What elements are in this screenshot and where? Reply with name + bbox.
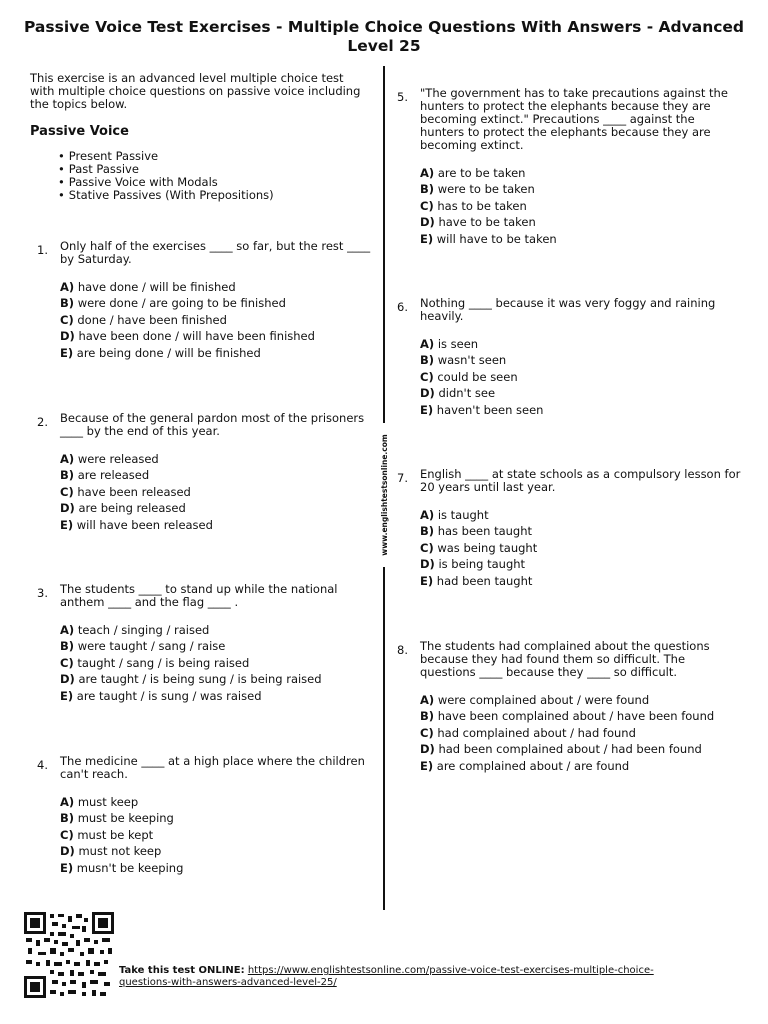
option-text: wasn't seen xyxy=(437,353,507,368)
option-text: are being done / will be finished xyxy=(76,345,261,360)
option-text: were complained about / were found xyxy=(437,693,650,707)
option-item xyxy=(420,540,742,556)
option-text: is being taught xyxy=(438,557,526,572)
option-letter: E) xyxy=(420,573,434,588)
option-item xyxy=(60,484,375,500)
option-list xyxy=(60,622,375,704)
question-3 xyxy=(37,583,375,704)
option-text: have to be taken xyxy=(438,215,536,230)
section-heading: Passive Voice xyxy=(30,124,129,139)
intro-text: This exercise is an advanced level multiple choice test with multiple choice questions on passive voice including the topics below. xyxy=(30,71,361,111)
option-letter: B) xyxy=(60,639,75,654)
option-item xyxy=(60,622,375,638)
option-item xyxy=(420,708,742,724)
page-title: Passive Voice Test Exercises - Multiple Choice Questions With Answers - Advanced Level 25 xyxy=(23,18,745,55)
option-text: could be seen xyxy=(437,369,518,384)
vertical-site-url: www.englishtestsonline.com xyxy=(380,423,390,567)
option-text: must not keep xyxy=(78,844,162,859)
option-text: musn't be keeping xyxy=(76,860,184,875)
question-number: 3. xyxy=(37,586,48,600)
option-text: is taught xyxy=(437,508,489,522)
option-item xyxy=(420,369,742,385)
option-letter: A) xyxy=(420,337,435,351)
option-item xyxy=(420,725,742,741)
option-item xyxy=(420,758,742,774)
option-text: are complained about / are found xyxy=(436,758,630,773)
option-text: done / have been finished xyxy=(77,312,227,327)
option-item xyxy=(420,556,742,572)
option-letter: C) xyxy=(60,484,74,499)
option-letter: D) xyxy=(420,742,435,757)
question-4 xyxy=(37,755,375,876)
option-letter: D) xyxy=(420,215,435,230)
option-text: must be kept xyxy=(77,827,154,842)
option-item xyxy=(60,295,375,311)
option-item xyxy=(420,214,742,230)
question-text: The medicine ____ at a high place where the children can't reach. xyxy=(60,754,365,781)
question-7 xyxy=(397,468,742,589)
option-text: are being released xyxy=(78,501,186,516)
option-item xyxy=(60,688,375,704)
question-5 xyxy=(397,87,742,247)
option-letter: B) xyxy=(420,182,435,197)
option-letter: D) xyxy=(420,386,435,401)
option-letter: D) xyxy=(60,329,75,344)
question-number: 1. xyxy=(37,243,48,257)
option-item xyxy=(60,843,375,859)
footer xyxy=(119,965,679,989)
option-text: were released xyxy=(77,452,159,466)
option-item xyxy=(60,451,375,467)
option-text: had been taught xyxy=(436,573,533,588)
option-letter: A) xyxy=(60,452,75,466)
option-letter: C) xyxy=(420,198,434,213)
question-6 xyxy=(397,297,742,418)
option-letter: C) xyxy=(60,655,74,670)
option-text: taught / sang / is being raised xyxy=(77,655,250,670)
option-item xyxy=(60,500,375,516)
option-item xyxy=(60,517,375,533)
option-text: were to be taken xyxy=(437,182,535,197)
option-letter: D) xyxy=(420,557,435,572)
option-text: must be keeping xyxy=(77,811,174,826)
option-letter: D) xyxy=(60,672,75,687)
option-text: will have been released xyxy=(76,517,213,532)
option-text: haven't been seen xyxy=(436,402,544,417)
option-letter: B) xyxy=(420,524,435,539)
option-text: is seen xyxy=(437,337,479,351)
question-text: Nothing ____ because it was very foggy and raining heavily. xyxy=(420,296,716,323)
option-letter: A) xyxy=(60,280,75,294)
option-item xyxy=(420,385,742,401)
option-item xyxy=(420,336,742,352)
option-letter: B) xyxy=(420,353,435,368)
option-letter: A) xyxy=(420,508,435,522)
option-letter: C) xyxy=(420,725,434,740)
option-item xyxy=(60,827,375,843)
option-item xyxy=(60,655,375,671)
option-item xyxy=(420,523,742,539)
option-item xyxy=(420,741,742,757)
option-letter: E) xyxy=(60,517,74,532)
question-text: English ____ at state schools as a compulsory lesson for 20 years until last year. xyxy=(420,467,741,494)
option-text: are to be taken xyxy=(437,166,526,180)
question-number: 7. xyxy=(397,471,408,485)
option-item xyxy=(420,198,742,214)
question-number: 8. xyxy=(397,643,408,657)
option-text: was being taught xyxy=(437,540,538,555)
option-list xyxy=(60,794,375,876)
question-8 xyxy=(397,640,742,774)
option-text: have been complained about / have been found xyxy=(437,709,715,724)
option-text: had been complained about / had been found xyxy=(438,742,702,757)
question-number: 4. xyxy=(37,758,48,772)
option-item xyxy=(420,165,742,181)
option-letter: C) xyxy=(60,312,74,327)
option-item xyxy=(60,312,375,328)
footer-label: Take this test ONLINE: xyxy=(119,965,245,976)
option-item xyxy=(60,860,375,876)
option-text: were taught / sang / raise xyxy=(77,639,226,654)
option-item xyxy=(60,810,375,826)
topic-item: • Present Passive xyxy=(58,150,274,163)
option-text: are taught / is being sung / is being raised xyxy=(78,672,322,687)
option-letter: A) xyxy=(420,693,435,707)
option-item xyxy=(60,467,375,483)
option-item xyxy=(420,352,742,368)
option-item xyxy=(60,671,375,687)
option-item xyxy=(420,692,742,708)
option-letter: C) xyxy=(420,369,434,384)
option-text: are taught / is sung / was raised xyxy=(76,688,262,703)
option-text: have done / will be finished xyxy=(77,280,236,294)
option-list xyxy=(420,507,742,589)
option-item xyxy=(60,345,375,361)
option-letter: E) xyxy=(60,345,74,360)
topic-item: • Passive Voice with Modals xyxy=(58,176,274,189)
option-text: must keep xyxy=(77,795,139,809)
question-number: 6. xyxy=(397,300,408,314)
footer-link[interactable]: https://www.englishtestsonline.com/passive-voice-test-exercises-multiple-choice-questions-with-answers-advanced-level-25/ xyxy=(119,965,654,988)
question-text: "The government has to take precautions against the hunters to protect the elephants because they are becoming extinct." Precautions ____ against the hunters to protect the elephants because they are becoming extinct. xyxy=(420,86,728,152)
option-letter: E) xyxy=(420,402,434,417)
option-list xyxy=(60,279,375,361)
question-1 xyxy=(37,240,375,361)
option-text: had complained about / had found xyxy=(437,725,636,740)
option-item xyxy=(60,279,375,295)
option-text: has to be taken xyxy=(437,198,527,213)
question-text: Because of the general pardon most of the prisoners ____ by the end of this year. xyxy=(60,411,365,438)
option-letter: A) xyxy=(60,795,75,809)
option-list xyxy=(420,692,742,774)
option-item xyxy=(60,794,375,810)
option-list xyxy=(60,451,375,533)
option-letter: C) xyxy=(420,540,434,555)
option-text: didn't see xyxy=(438,386,496,401)
option-letter: E) xyxy=(420,758,434,773)
qr-code-image xyxy=(24,912,114,998)
question-number: 2. xyxy=(37,415,48,429)
option-item xyxy=(420,507,742,523)
option-text: have been released xyxy=(77,484,191,499)
option-item xyxy=(420,231,742,247)
question-text: Only half of the exercises ____ so far, but the rest ____ by Saturday. xyxy=(60,239,371,266)
option-item xyxy=(420,402,742,418)
option-text: will have to be taken xyxy=(436,231,557,246)
topic-list xyxy=(58,150,274,202)
question-number: 5. xyxy=(397,90,408,104)
option-text: teach / singing / raised xyxy=(77,623,210,637)
question-text: The students ____ to stand up while the national anthem ____ and the flag ____ . xyxy=(60,582,338,609)
option-text: are released xyxy=(77,468,150,483)
option-item xyxy=(420,181,742,197)
question-2 xyxy=(37,412,375,533)
option-letter: B) xyxy=(60,296,75,311)
option-text: have been done / will have been finished xyxy=(78,329,315,344)
option-letter: A) xyxy=(420,166,435,180)
option-letter: E) xyxy=(420,231,434,246)
option-list xyxy=(420,165,742,247)
topic-item: • Past Passive xyxy=(58,163,274,176)
option-text: were done / are going to be finished xyxy=(77,296,286,311)
option-letter: B) xyxy=(60,468,75,483)
topic-item: • Stative Passives (With Prepositions) xyxy=(58,189,274,202)
option-letter: D) xyxy=(60,844,75,859)
option-list xyxy=(420,336,742,418)
option-letter: B) xyxy=(60,811,75,826)
option-letter: E) xyxy=(60,688,74,703)
option-letter: E) xyxy=(60,860,74,875)
option-letter: A) xyxy=(60,623,75,637)
option-item xyxy=(60,328,375,344)
question-text: The students had complained about the questions because they had found them so difficult. The questions ____ because they ____ so difficult. xyxy=(420,639,710,679)
option-item xyxy=(60,638,375,654)
option-letter: B) xyxy=(420,709,435,724)
option-text: has been taught xyxy=(437,524,533,539)
option-letter: D) xyxy=(60,501,75,516)
option-letter: C) xyxy=(60,827,74,842)
option-item xyxy=(420,573,742,589)
